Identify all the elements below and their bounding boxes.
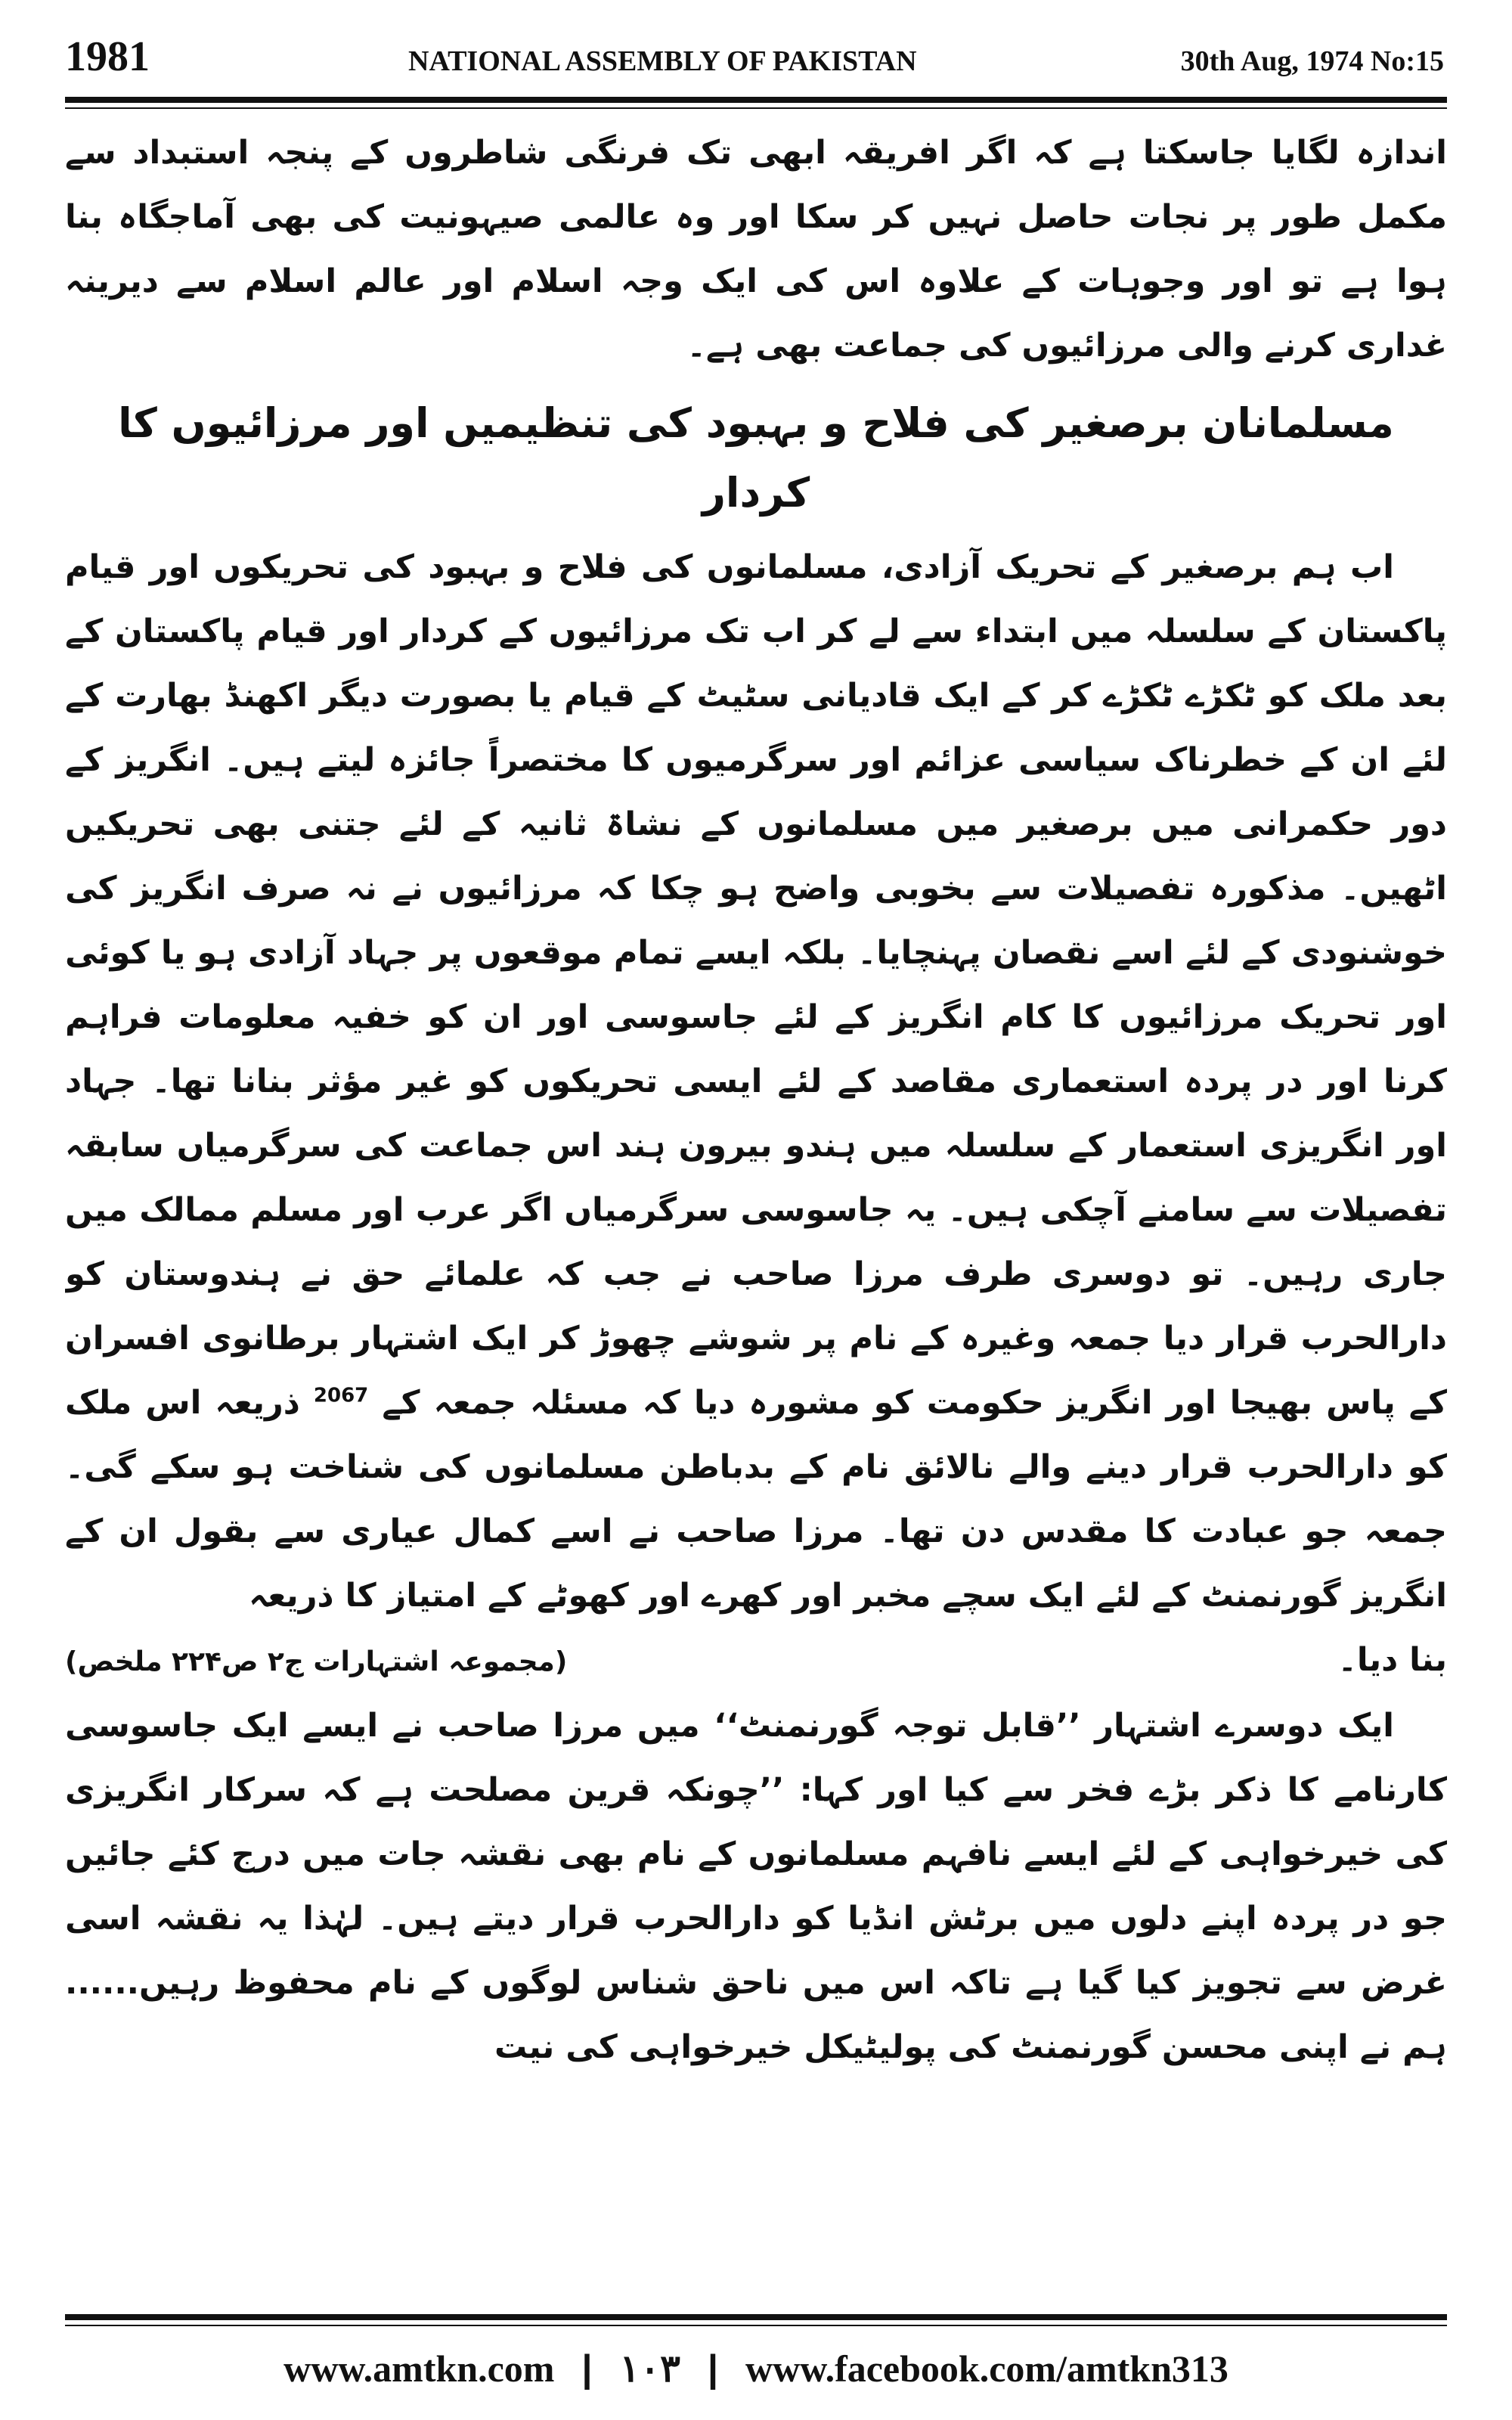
paragraph-main-end: بنا دیا۔	[1337, 1641, 1447, 1679]
paragraph-main-text: اب ہم برصغیر کے تحریک آزادی، مسلمانوں کی فلاح و بہبود کی تحریکوں اور قیام پاکستان کے سلسلہ میں ابتداء سے لے کر اب تک مرزائیوں کے کردار اور قیام پاکستان کے بعد ملک کو ٹکڑے ٹکڑے کر کے ایک قادیانی سٹیٹ کے قیام یا بصورت دیگر اکھنڈ بھارت کے لئے ان کے خطرناک سیاسی عزائم اور سرگرمیوں کا مختصراً جائزہ لیتے ہیں۔ انگریز کے دور حکمرانی میں برصغیر میں مسلمانوں کے نشاۃ ثانیہ کے لئے جتنی بھی تحریکیں اٹھیں۔ مذکورہ تفصیلات سے بخوبی واضح ہو چکا کہ مرزائیوں نے نہ صرف انگریز کی خوشنودی کے لئے اسے نقصان پہنچایا۔ بلکہ ایسے تمام موقعوں پر جہاد آزادی ہو یا کوئی اور تحریک مرزائیوں کا کام انگریز کے لئے جاسوسی اور ان کو خفیہ معلومات فراہم کرنا اور در پردہ استعماری مقاصد کے لئے ایسی تحریکوں کو غیر مؤثر بنانا تھا۔ جہاد اور انگریزی استعمار کے سلسلہ میں ہندو بیرون ہند اس جماعت کی سرگرمیاں سابقہ تفصیلات سے سامنے آچکی ہیں۔ یہ جاسوسی سرگرمیاں اگر عرب اور مسلم ممالک میں جاری رہیں۔ تو دوسری طرف مرزا صاحب نے جب کہ علمائے حق نے ہندوستان کو دارالحرب قرار دیا جمعہ وغیرہ کے نام پر شوشے چھوڑ کر ایک اشتہار برطانوی افسران کے پاس بھیجا اور انگریز حکومت کو مشورہ دیا کہ مسئلہ جمعہ کے	[65, 548, 1447, 1422]
facebook-link[interactable]: www.facebook.com/amtkn313	[745, 2347, 1228, 2390]
paragraph-quote: ایک دوسرے اشتہار ’’قابل توجہ گورنمنٹ‘‘ میں مرزا صاحب نے ایسے ایک جاسوسی کارنامے کا ذکر بڑے فخر سے کیا اور کہا: ’’چونکہ قرین مصلحت ہے کہ سرکار انگریزی کی خیرخواہی کے لئے ایسے نافہم مسلمانوں کے نام بھی نقشہ جات میں درج کئے جائیں جو در پردہ اپنے دلوں میں برٹش انڈیا کو دارالحرب قرار دیتے ہیں۔ لہٰذا یہ نقشہ اسی غرض سے تجویز کیا گیا ہے تاکہ اس میں ناحق شناس لوگوں کے نام محفوظ رہیں...... ہم نے اپنی محسن گورنمنٹ کی پولیٹیکل خیرخواہی کی نیت	[65, 1707, 1447, 2066]
paragraph-intro: اندازہ لگایا جاسکتا ہے کہ اگر افریقہ ابھی تک فرنگی شاطروں کے پنجہ استبداد سے مکمل طور پر نجات حاصل نہیں کر سکا اور وہ عالمی صیہونیت کی بھی آماجگاہ بنا ہوا ہے تو اور وجوہات کے علاوہ اس کی ایک وجہ اسلام اور عالم اسلام سے دیرینہ غداری کرنے والی مرزائیوں کی جماعت بھی ہے۔	[65, 134, 1447, 365]
page-number: 1981	[65, 33, 150, 80]
header-rule-thin	[65, 107, 1447, 109]
footnote-marker: 2067	[313, 1384, 369, 1407]
citation-reference: (مجموعہ اشتہارات ج۲ ص۲۲۴ ملخص)	[65, 1646, 568, 1677]
page-footer	[65, 2338, 1447, 2399]
footer-separator: |	[708, 2347, 719, 2390]
website-link[interactable]: www.amtkn.com	[284, 2347, 555, 2390]
section-heading: مسلمانان برصغیر کی فلاح و بہبود کی تنظیمیں اور مرزائیوں کا کردار	[118, 399, 1394, 517]
paragraph-main-text-cont: ذریعہ اس ملک کو دارالحرب قرار دینے والے نالائق نام کے بدباطن مسلمانوں کی شناخت ہو سکے گی۔ جمعہ جو عبادت کا مقدس دن تھا۔ مرزا صاحب نے اسے کمال عیاری سے بقول ان کے انگریز گورنمنٹ کے لئے ایک سچے مخبر اور کھرے اور کھوٹے کے امتیاز کا ذریعہ	[65, 1384, 1447, 1615]
reference-line	[65, 1628, 1447, 1694]
header-rule	[65, 97, 1447, 103]
folio-number: ۱۰۳	[619, 2347, 681, 2390]
page-body	[65, 121, 1447, 2269]
publication-title: NATIONAL ASSEMBLY OF PAKISTAN	[408, 45, 917, 77]
paragraph-main	[65, 535, 1447, 1628]
issue-date: 30th Aug, 1974 No:15	[1180, 45, 1444, 77]
footer-rule-thin	[65, 2325, 1447, 2326]
footer-rule	[65, 2314, 1447, 2320]
footer-separator: |	[581, 2347, 593, 2390]
